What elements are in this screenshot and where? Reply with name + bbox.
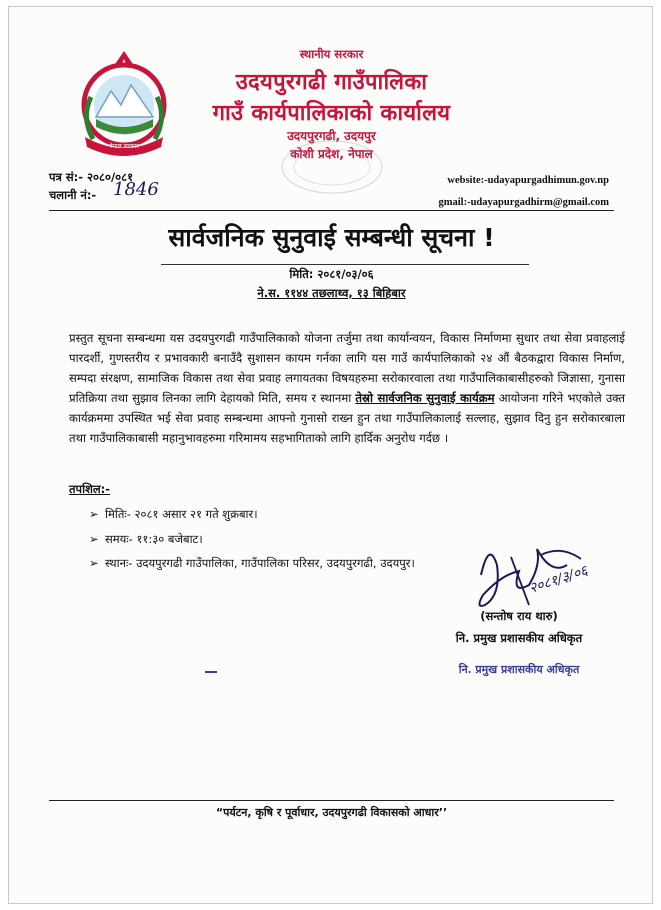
detail-text: समयः- ११:३० बजेबाट। — [105, 532, 203, 546]
detail-item-time — [89, 532, 203, 547]
nepal-sambat-date: ने.स. ११४४ तछलाथ्व, १३ बिहिबार — [257, 286, 406, 300]
detail-text: स्थानः- उदयपुरगढी गाउँपालिका, गाउँपालिका परिसर, उदयपुरगढी, उदयपुर। — [105, 556, 415, 570]
website-link[interactable]: website:-udayapurgadhimun.gov.np — [447, 175, 609, 186]
office-name-line1: उदयपुरगढी गाउँपालिका — [235, 70, 428, 95]
footer-slogan: “पर्यटन, कृषि र पूर्वाधार, उदयपुरगढी विकासको आधार’’ — [215, 806, 448, 819]
body-text-part1: प्रस्तुत सूचना सम्बन्धमा यस उदयपुरगढी गाउँपालिकाको योजना तर्जुमा तथा कार्यान्वयन, विकास निर्माणमा सुधार तथा सेवा प्रवाहलाई पारदर्शी, गुणस्तरीय र प्रभावकारी बनाउँदै सुशासन कायम गर्नका लागि यस गाउँ कार्यपालिकाको २४ औं बैठकद्वारा विकास निर्माण, सम्पदा संरक्षण, सामाजिक विकास तथा सेवा प्रवाह लगायतका विषयहरुमा सरोकारवाला तथा गाउँपालिकाबासीहरुको जिज्ञासा, गुनासा प्रतिक्रिया तथा सुझाव लिनका लागि देहायको मिति, समय र स्थानमा — [69, 331, 625, 405]
detail-item-date — [89, 507, 258, 522]
arrow-bullet-icon: ➢ — [89, 532, 99, 546]
ink-mark — [205, 671, 217, 673]
detail-text: मितिः- २०८१ असार २१ गते शुक्रबार। — [105, 507, 258, 521]
details-heading: तपशिल:- — [69, 482, 111, 496]
round-stamp-icon — [277, 137, 387, 197]
body-text-highlight: तेस्रो सार्वजनिक सुनुवाई कार्यक्रम — [355, 390, 495, 405]
notice-body — [69, 329, 625, 448]
office-name-line2: गाउँ कार्यपालिकाको कार्यालय — [212, 101, 451, 126]
letter-sheet — [8, 6, 653, 904]
email-address[interactable]: gmail:-udayapurgadhirm@gmail.com — [438, 197, 609, 208]
signer-name: (सन्तोष राय थारु) — [480, 609, 558, 623]
handwritten-signature-icon — [471, 535, 621, 617]
notice-date: मिति: २०८१/०३/०६ — [289, 267, 374, 281]
arrow-bullet-icon: ➢ — [89, 507, 99, 521]
dispatch-label: चलानी नं:- — [49, 188, 97, 202]
signer-designation: नि. प्रमुख प्रशासकीय अधिकृत — [455, 631, 583, 645]
detail-item-venue — [89, 556, 415, 571]
header-divider — [49, 210, 614, 211]
designation-seal: नि. प्रमुख प्रशासकीय अधिकृत — [458, 663, 580, 676]
svg-text:२०८१/३/०६: २०८१/३/०६ — [527, 562, 590, 597]
office-address: उदयपुरगढी, उदयपुर — [287, 129, 376, 143]
body-text-part2: आयोजना गरिने भएकोले उक्त कार्यक्रममा उपस्थित भई सेवा प्रवाह सम्बन्धमा आफ्नो गुनासो राख्न हुन तथा गाउँपालिकालाई सल्लाह, सुझाव दिनु हुन सरोकारबाला तथा गाउँपालिकाबासी महानुभावहरुमा गरिमामय सहभागिताको लागि हार्दिक अनुरोध गर्दछ । — [69, 390, 625, 445]
notice-title: सार्वजनिक सुनुवाई सम्बन्धी सूचना ! — [168, 223, 495, 252]
local-government-label: स्थानीय सरकार — [299, 47, 364, 61]
dispatch-number-handwritten: 1846 — [113, 179, 159, 200]
footer-divider — [49, 800, 614, 801]
title-underline — [161, 264, 529, 265]
svg-text:नेपाल सरकार: नेपाल सरकार — [109, 143, 139, 150]
office-province: कोशी प्रदेश, नेपाल — [290, 147, 373, 161]
arrow-bullet-icon: ➢ — [89, 556, 99, 570]
reference-number: पत्र सं:- २०८०/०८१ — [49, 170, 134, 184]
